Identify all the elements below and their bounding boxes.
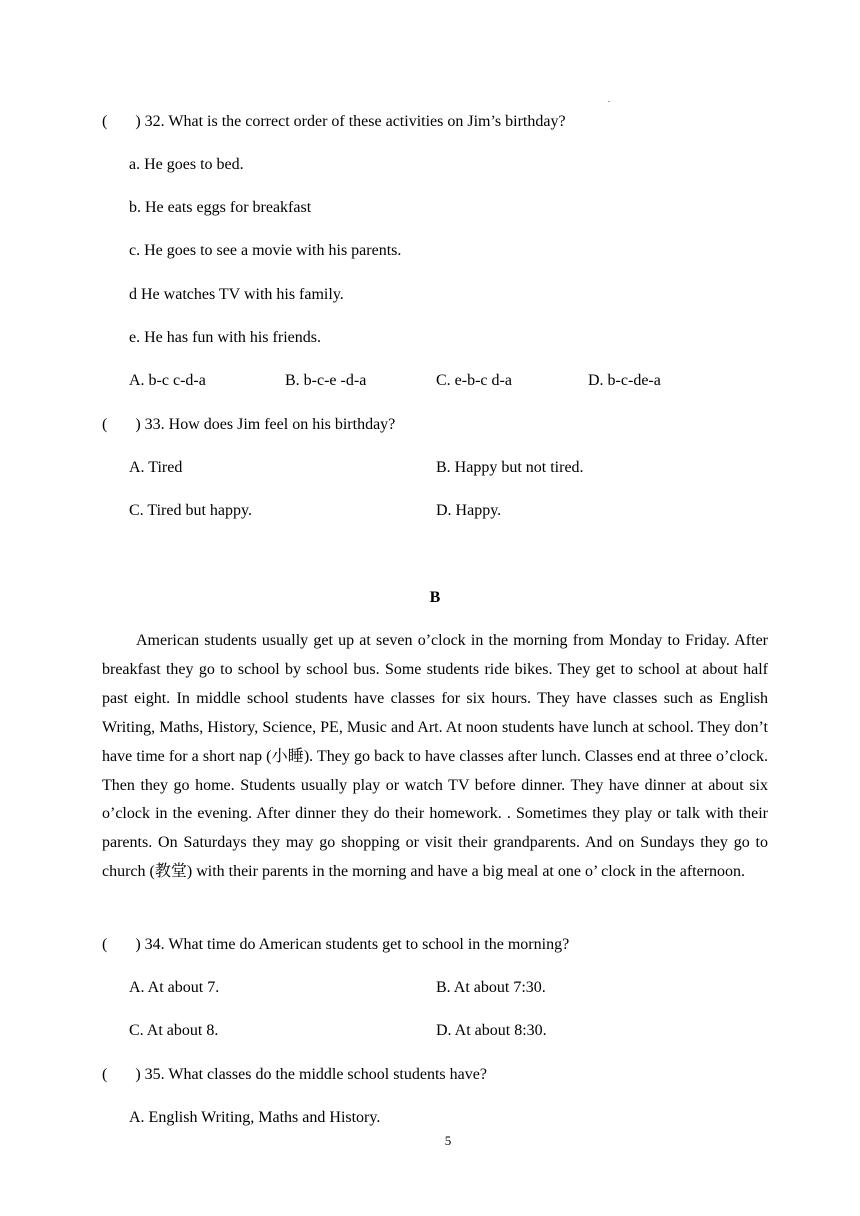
option-c: C. At about 8.	[129, 1022, 219, 1039]
answer-blank-open: (	[102, 1066, 108, 1083]
question-35-text: ) 35. What classes do the middle school students have?	[135, 1066, 487, 1083]
item-d: d He watches TV with his family.	[129, 286, 344, 303]
item-c: c. He goes to see a movie with his parents.	[129, 242, 402, 259]
option-d: D. Happy.	[436, 502, 502, 519]
option-b: B. b-c-e -d-a	[285, 372, 367, 389]
question-33	[102, 415, 395, 435]
option-a: A. Tired	[129, 459, 183, 476]
reading-passage: American students usually get up at seven o’clock in the morning from Monday to Friday. After breakfast they go to school by school bus. Some students ride bikes. They get to school at about half past eight. In middle school students have classes for six hours. They have classes such as English Writing, Maths, History, Science, PE, Music and Art. At noon students have lunch at school. They don’t have time for a short nap (小睡). They go back to have classes after lunch. Classes end at three o’clock. Then they go home. Students usually play or watch TV before dinner. They have dinner at about six o’clock in the evening. After dinner they do their homework. . Sometimes they play or talk with their parents. On Saturdays they may go shopping or visit their grandparents. And on Sundays they go to church (教堂) with their parents in the morning and have a big meal at one o’ clock in the afternoon.	[102, 632, 768, 881]
option-c: C. e-b-c d-a	[436, 372, 512, 389]
option-a: A. b-c c-d-a	[129, 372, 206, 389]
option-c: C. Tired but happy.	[129, 502, 252, 519]
question-34-text: ) 34. What time do American students get to school in the morning?	[135, 936, 570, 953]
stray-mark: .	[608, 95, 610, 104]
option-a: A. At about 7.	[129, 979, 220, 996]
option-a: A. English Writing, Maths and History.	[129, 1109, 381, 1126]
answer-blank-open: (	[102, 113, 108, 130]
section-title: B	[429, 589, 441, 606]
question-33-text: ) 33. How does Jim feel on his birthday?	[135, 416, 396, 433]
page-number: 5	[444, 1133, 452, 1148]
option-d: D. b-c-de-a	[588, 372, 661, 389]
question-35	[102, 1065, 487, 1085]
question-32	[102, 112, 566, 132]
option-b: B. Happy but not tired.	[436, 459, 584, 476]
answer-blank-open: (	[102, 936, 108, 953]
item-e: e. He has fun with his friends.	[129, 329, 321, 346]
question-32-text: ) 32. What is the correct order of these activities on Jim’s birthday?	[135, 113, 566, 130]
answer-blank-open: (	[102, 416, 108, 433]
question-34	[102, 935, 569, 955]
item-b: b. He eats eggs for breakfast	[129, 199, 312, 216]
option-d: D. At about 8:30.	[436, 1022, 547, 1039]
item-a: a. He goes to bed.	[129, 156, 244, 173]
option-b: B. At about 7:30.	[436, 979, 546, 996]
